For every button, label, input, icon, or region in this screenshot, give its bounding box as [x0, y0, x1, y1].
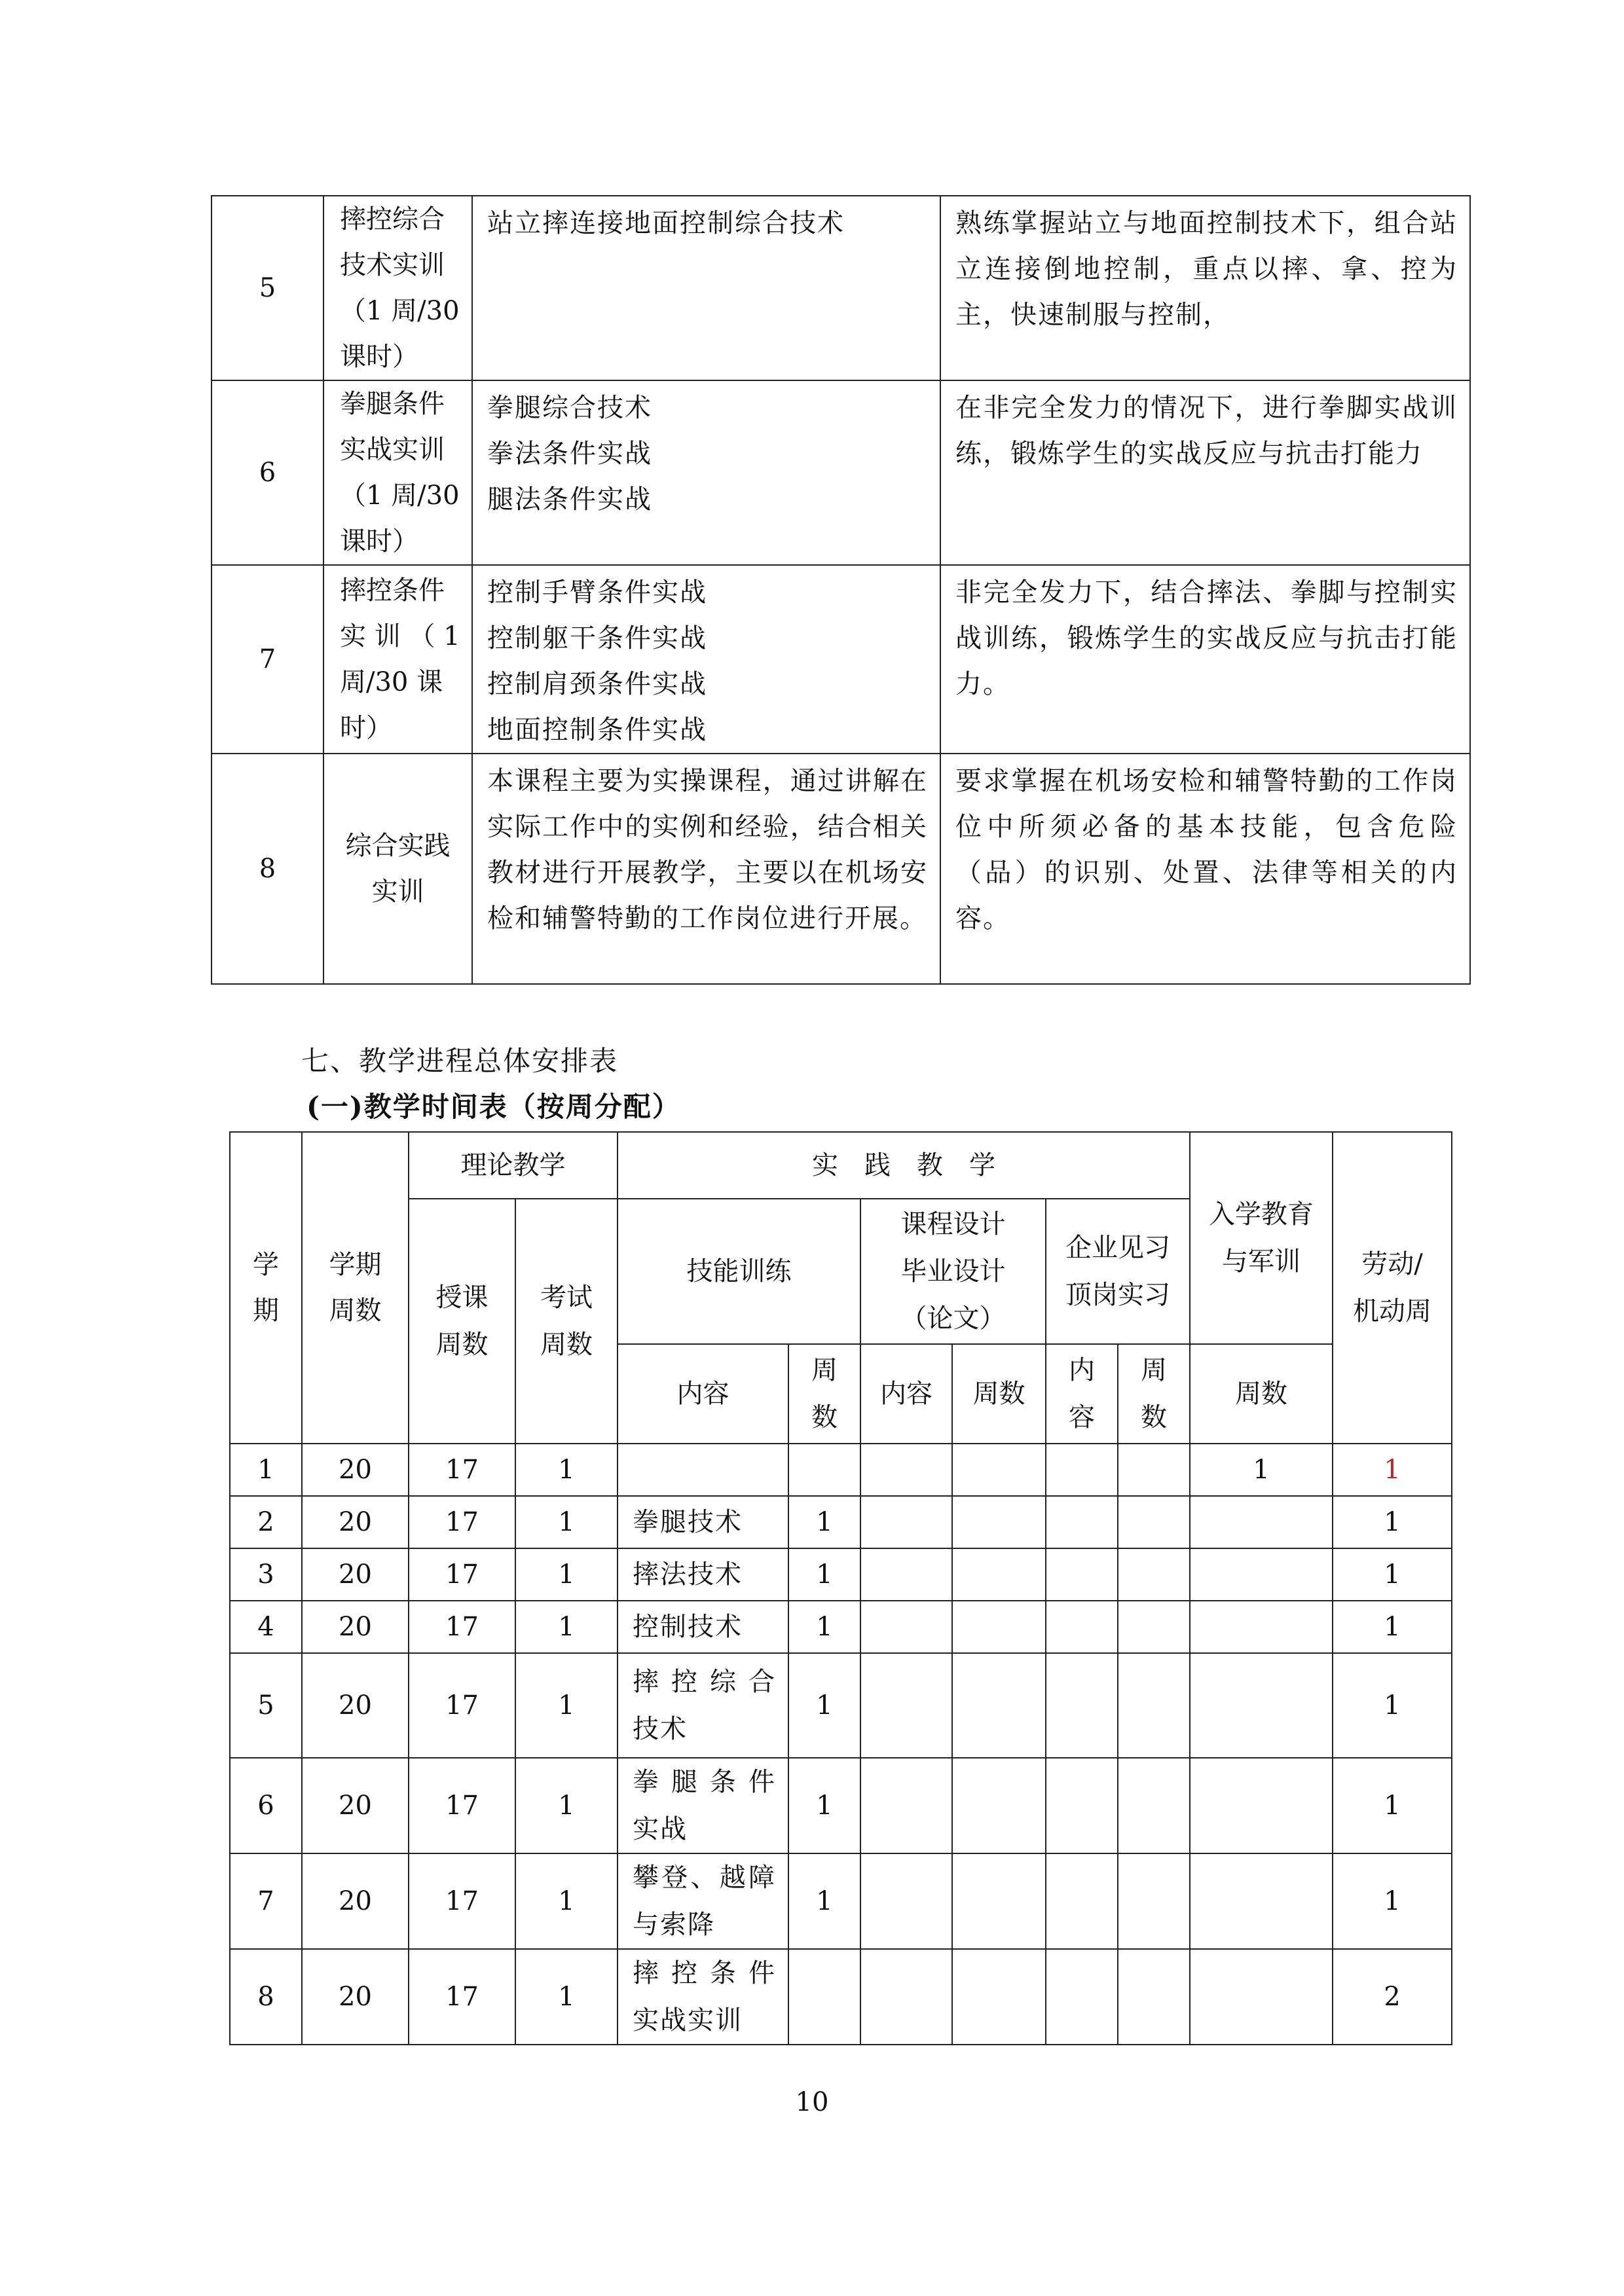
course-number: 7: [212, 565, 323, 754]
cell-skill-weeks: 1: [788, 1601, 860, 1653]
cell-empty: [860, 1444, 952, 1496]
cell-skill-content: 摔法技术: [618, 1548, 788, 1601]
cell-labor-weeks: 2: [1333, 1949, 1452, 2045]
cell-semester-weeks: 20: [302, 1653, 409, 1758]
cell-skill-weeks: 1: [788, 1758, 860, 1853]
cell-orientation-weeks: [1190, 1548, 1333, 1601]
cell-skill-content: 控制技术: [618, 1601, 788, 1653]
course-row: [212, 754, 1470, 984]
cell-empty: [1118, 1444, 1190, 1496]
cell-empty: [860, 1949, 952, 2045]
cell-empty: [952, 1758, 1046, 1853]
course-number: 8: [212, 754, 323, 984]
cell-orientation-weeks: [1190, 1758, 1333, 1853]
course-name-line: （1 周/30: [340, 296, 460, 326]
cell-exam-weeks: 1: [515, 1601, 618, 1653]
course-content-line: 控制躯干条件实战: [487, 623, 707, 653]
cell-semester-weeks: 20: [302, 1949, 409, 2045]
course-requirement: 非完全发力下，结合摔法、拳脚与控制实战训练，锻炼学生的实战反应与抗击打能力。: [940, 565, 1470, 754]
header-qiye-line: 企业见习: [1065, 1233, 1170, 1263]
schedule-row: [230, 1758, 1452, 1853]
schedule-row: [230, 1548, 1452, 1601]
subsection-title: (一)教学时间表（按周分配）: [306, 1091, 681, 1123]
cell-skill-weeks: [788, 1949, 860, 2045]
cell-skill-content: 攀登、越障与索降: [618, 1853, 788, 1949]
course-name-line: 实战实训: [340, 435, 445, 465]
course-row: [212, 196, 1470, 380]
header-zhoushu-kecheng: 周数: [952, 1344, 1046, 1444]
cell-empty: [1118, 1949, 1190, 2045]
cell-teaching-weeks: 17: [409, 1601, 515, 1653]
cell-semester: 7: [230, 1853, 302, 1949]
cell-labor-weeks: 1: [1333, 1853, 1452, 1949]
course-content-line: 拳腿综合技术: [487, 393, 652, 423]
course-name-line: 时）: [340, 713, 392, 743]
header-neirong-kecheng: 内容: [860, 1344, 952, 1444]
course-content-table: [211, 195, 1471, 985]
course-name: [323, 380, 472, 565]
cell-semester-weeks: 20: [302, 1601, 409, 1653]
course-requirement: 熟练掌握站立与地面控制技术下，组合站立连接倒地控制，重点以摔、拿、控为主，快速制服与控制，: [940, 196, 1470, 380]
cell-skill-weeks: 1: [788, 1853, 860, 1949]
header-jineng: 技能训练: [618, 1199, 860, 1344]
header-shijian: 实 践 教 学: [618, 1132, 1190, 1199]
course-name-line: 实训: [371, 877, 424, 907]
header-kecheng-line: 毕业设计: [900, 1256, 1006, 1286]
cell-semester: 4: [230, 1601, 302, 1653]
cell-skill-content: 拳腿技术: [618, 1496, 788, 1548]
course-name-line: 摔控条件: [340, 575, 445, 606]
cell-teaching-weeks: 17: [409, 1758, 515, 1853]
cell-empty: [1046, 1758, 1118, 1853]
cell-skill-weeks: 1: [788, 1653, 860, 1758]
cell-exam-weeks: 1: [515, 1949, 618, 2045]
header-xueqi-zhoushu: 学期周数: [302, 1132, 409, 1444]
cell-orientation-weeks: [1190, 1653, 1333, 1758]
course-name-line: 实 训 （ 1: [340, 621, 460, 651]
cell-empty: [1118, 1653, 1190, 1758]
course-name-line: 综合实践: [345, 831, 451, 861]
cell-teaching-weeks: 17: [409, 1444, 515, 1496]
cell-empty: [1046, 1548, 1118, 1601]
course-name-line: 周/30 课: [340, 667, 443, 697]
cell-empty: [952, 1853, 1046, 1949]
cell-skill-weeks: [788, 1444, 860, 1496]
cell-empty: [952, 1548, 1046, 1601]
cell-labor-weeks: 1: [1333, 1444, 1452, 1496]
cell-orientation-weeks: [1190, 1853, 1333, 1949]
schedule-row: [230, 1444, 1452, 1496]
schedule-row: [230, 1853, 1452, 1949]
cell-empty: [1046, 1601, 1118, 1653]
cell-orientation-weeks: [1190, 1601, 1333, 1653]
course-name: [323, 196, 472, 380]
cell-labor-weeks: 1: [1333, 1548, 1452, 1601]
course-row: [212, 565, 1470, 754]
page-number: 10: [795, 2087, 829, 2117]
header-kecheng-line: （论文）: [900, 1303, 1006, 1334]
cell-skill-content: 摔 控 条 件 实战实训: [618, 1949, 788, 2045]
cell-labor-weeks: 1: [1333, 1758, 1452, 1853]
cell-empty: [1046, 1853, 1118, 1949]
header-zhoushu-jineng: 周数: [788, 1344, 860, 1444]
course-name-line: 课时）: [340, 342, 418, 372]
cell-empty: [1046, 1444, 1118, 1496]
course-name-line: 摔控综合: [340, 204, 445, 234]
course-content-line: 控制手臂条件实战: [487, 577, 707, 608]
header-kecheng-line: 课程设计: [900, 1209, 1006, 1239]
course-content: [472, 754, 940, 984]
cell-exam-weeks: 1: [515, 1496, 618, 1548]
course-name-line: 拳腿条件: [340, 389, 445, 419]
cell-empty: [1118, 1758, 1190, 1853]
cell-empty: [860, 1496, 952, 1548]
cell-semester-weeks: 20: [302, 1853, 409, 1949]
cell-skill-content: 拳 腿 条 件 实战: [618, 1758, 788, 1853]
cell-empty: [1046, 1496, 1118, 1548]
course-name-line: （1 周/30: [340, 481, 460, 511]
header-neirong: 内容: [618, 1344, 788, 1444]
cell-skill-content: 摔 控 综 合 技术: [618, 1653, 788, 1758]
header-ruxue: 入学教育与军训: [1190, 1132, 1333, 1344]
course-content: [472, 380, 940, 565]
cell-empty: [952, 1444, 1046, 1496]
course-content-line: 拳法条件实战: [487, 439, 652, 469]
cell-empty: [952, 1601, 1046, 1653]
course-content-line: 控制肩颈条件实战: [487, 669, 707, 699]
cell-empty: [1118, 1853, 1190, 1949]
schedule-row: [230, 1496, 1452, 1548]
course-content-line: 本课程主要为实操课程，通过讲解在实际工作中的实例和经验，结合相关教材进行开展教学，主要以在机场安检和辅警特勤的工作岗位进行开展。: [487, 766, 928, 934]
cell-teaching-weeks: 17: [409, 1653, 515, 1758]
header-qiye-line: 顶岗实习: [1065, 1280, 1170, 1310]
cell-exam-weeks: 1: [515, 1853, 618, 1949]
cell-labor-weeks: 1: [1333, 1496, 1452, 1548]
cell-semester: 8: [230, 1949, 302, 2045]
teaching-schedule-table: [229, 1131, 1452, 2045]
cell-empty: [860, 1548, 952, 1601]
cell-teaching-weeks: 17: [409, 1496, 515, 1548]
cell-semester: 1: [230, 1444, 302, 1496]
course-row: [212, 380, 1470, 565]
header-kecheng: [860, 1199, 1046, 1344]
cell-empty: [860, 1653, 952, 1758]
cell-exam-weeks: 1: [515, 1548, 618, 1601]
course-number: 5: [212, 196, 323, 380]
cell-semester: 6: [230, 1758, 302, 1853]
course-content-line: 腿法条件实战: [487, 484, 652, 515]
cell-labor-weeks: 1: [1333, 1653, 1452, 1758]
cell-teaching-weeks: 17: [409, 1853, 515, 1949]
cell-semester: 5: [230, 1653, 302, 1758]
cell-empty: [1046, 1949, 1118, 2045]
schedule-row: [230, 1653, 1452, 1758]
schedule-row: [230, 1601, 1452, 1653]
header-neirong-qiye: 内容: [1046, 1344, 1118, 1444]
cell-exam-weeks: 1: [515, 1758, 618, 1853]
cell-empty: [860, 1601, 952, 1653]
cell-exam-weeks: 1: [515, 1444, 618, 1496]
course-name: [323, 754, 472, 984]
course-content-line: 站立摔连接地面控制综合技术: [487, 208, 845, 238]
cell-empty: [1118, 1548, 1190, 1601]
course-content: [472, 196, 940, 380]
cell-orientation-weeks: [1190, 1949, 1333, 2045]
cell-labor-weeks: 1: [1333, 1601, 1452, 1653]
header-zhoushu-qiye: 周数: [1118, 1344, 1190, 1444]
section-title: 七、教学进程总体安排表: [301, 1045, 619, 1077]
cell-empty: [1046, 1653, 1118, 1758]
header-xueqi: 学期: [230, 1132, 302, 1444]
cell-teaching-weeks: 17: [409, 1949, 515, 2045]
cell-semester-weeks: 20: [302, 1548, 409, 1601]
cell-orientation-weeks: [1190, 1496, 1333, 1548]
cell-empty: [952, 1653, 1046, 1758]
cell-empty: [1118, 1601, 1190, 1653]
course-name-line: 技术实训: [340, 250, 445, 280]
course-content: [472, 565, 940, 754]
course-number: 6: [212, 380, 323, 565]
cell-empty: [952, 1949, 1046, 2045]
cell-skill-weeks: 1: [788, 1548, 860, 1601]
course-name-line: 课时）: [340, 526, 418, 556]
cell-semester: 2: [230, 1496, 302, 1548]
cell-empty: [860, 1853, 952, 1949]
header-laodong: 劳动/机动周: [1333, 1132, 1452, 1444]
header-zhoushu-ruxue: 周数: [1190, 1344, 1333, 1444]
cell-skill-weeks: 1: [788, 1496, 860, 1548]
cell-empty: [952, 1496, 1046, 1548]
cell-semester-weeks: 20: [302, 1444, 409, 1496]
cell-semester: 3: [230, 1548, 302, 1601]
cell-exam-weeks: 1: [515, 1653, 618, 1758]
cell-semester-weeks: 20: [302, 1758, 409, 1853]
course-requirement: 在非完全发力的情况下，进行拳脚实战训练，锻炼学生的实战反应与抗击打能力: [940, 380, 1470, 565]
header-shouke: 授课周数: [409, 1199, 515, 1444]
cell-teaching-weeks: 17: [409, 1548, 515, 1601]
header-qiye: [1046, 1199, 1190, 1344]
cell-empty: [1118, 1496, 1190, 1548]
course-requirement: 要求掌握在机场安检和辅警特勤的工作岗位中所须必备的基本技能，包含危险（品）的识别、处置、法律等相关的内容。: [940, 754, 1470, 984]
cell-semester-weeks: 20: [302, 1496, 409, 1548]
cell-orientation-weeks: 1: [1190, 1444, 1333, 1496]
course-name: [323, 565, 472, 754]
course-content-line: 地面控制条件实战: [487, 715, 707, 745]
schedule-row: [230, 1949, 1452, 2045]
header-lilun: 理论教学: [409, 1132, 618, 1199]
cell-empty: [860, 1758, 952, 1853]
cell-skill-content: [618, 1444, 788, 1496]
header-kaoshi: 考试周数: [515, 1199, 618, 1444]
